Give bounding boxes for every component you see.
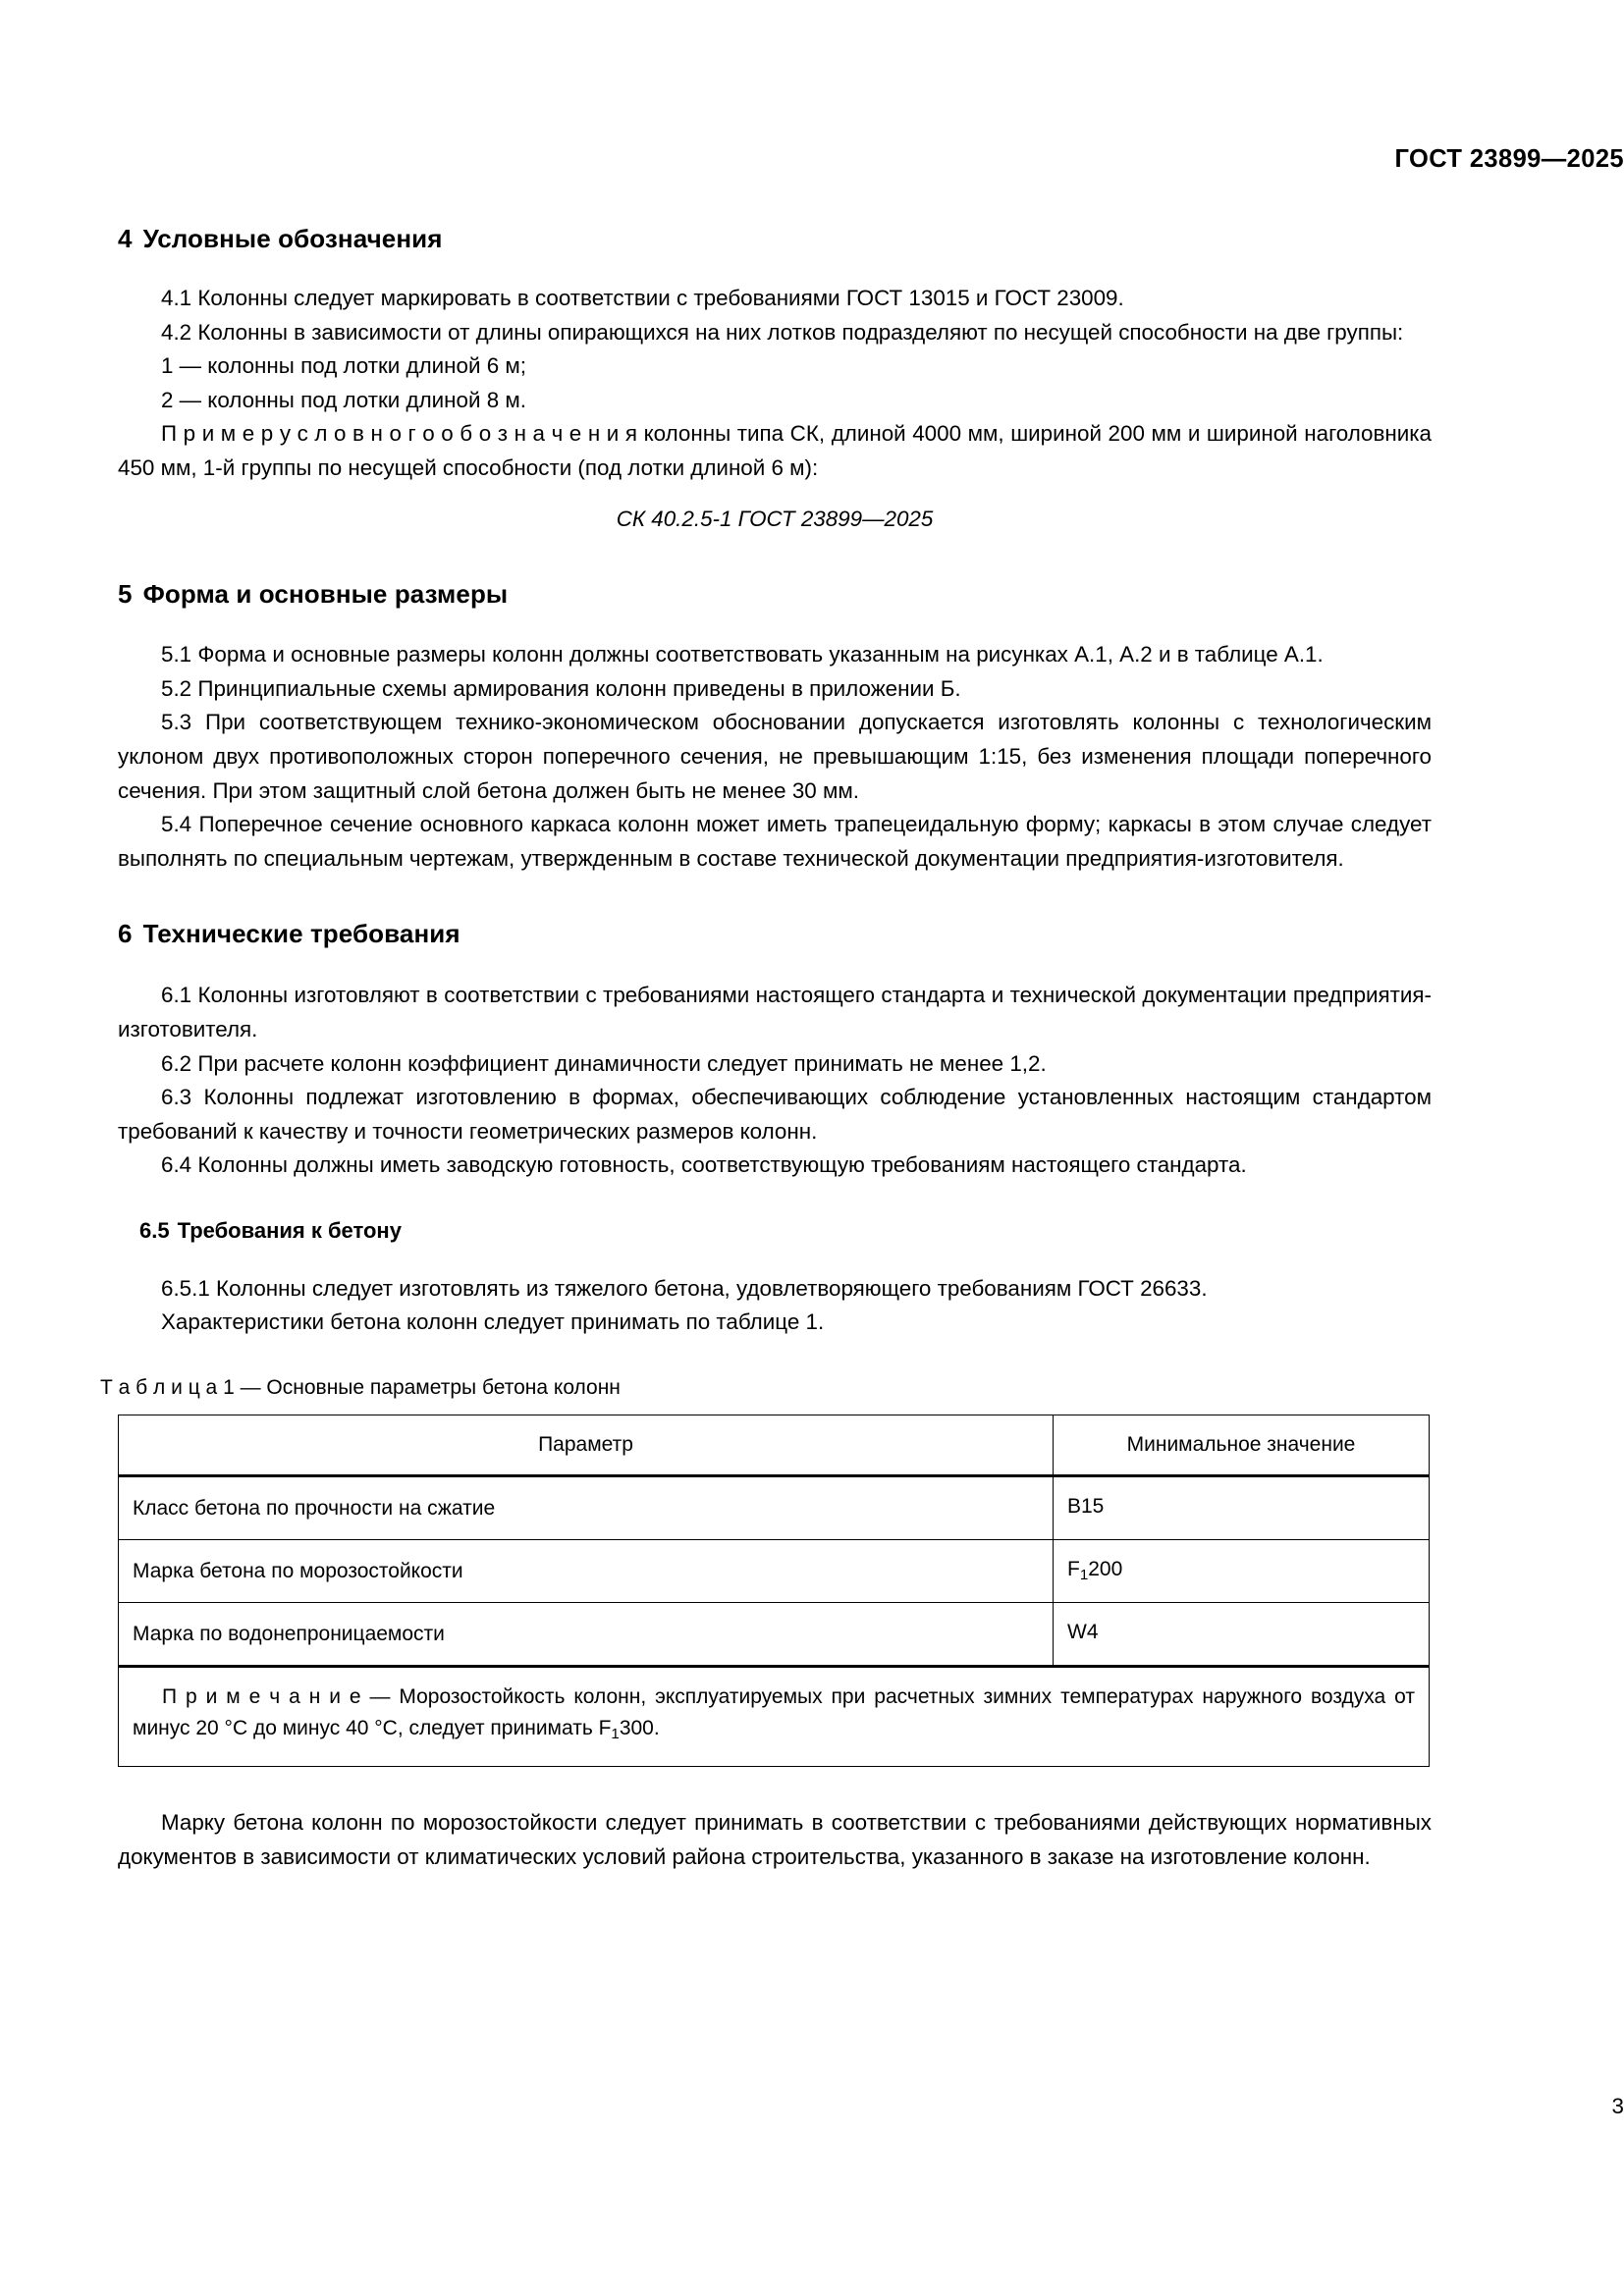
note-dash: — [360, 1685, 400, 1709]
subsection-number-6-5: 6.5 [139, 1217, 170, 1243]
section-heading-6 [118, 919, 1432, 949]
table-header-row [119, 1415, 1430, 1476]
value-main: B15 [1067, 1495, 1105, 1519]
paragraph-5-1: 5.1 Форма и основные размеры колонн должны соответствовать указанным на рисунках А.1, А.2 и в таблице А.1. [161, 642, 1324, 667]
section-title-5: Форма и основные размеры [142, 579, 509, 610]
closing-paragraph: Марку бетона колонн по морозостойкости следует принимать в соответствии с требованиями действующих нормативных документов в зависимости от климатических условий района строительства, указанного в заказе на изготовление колонн. [118, 1810, 1432, 1869]
value-tail: 200 [1088, 1558, 1123, 1581]
value-main: F [1067, 1558, 1080, 1581]
section-number-4: 4 [118, 224, 133, 253]
note-text-after: 300. [619, 1717, 660, 1740]
subsection-heading-6-5 [139, 1218, 1432, 1244]
paragraph-4-1: 4.1 Колонны следует маркировать в соответствии с требованиями ГОСТ 13015 и ГОСТ 23009. [161, 286, 1124, 310]
paragraph-6-5-1: 6.5.1 Колонны следует изготовлять из тяжелого бетона, удовлетворяющего требованиям ГОСТ 26633. [161, 1275, 1208, 1301]
paragraph-characteristics: Характеристики бетона колонн следует принимать по таблице 1. [161, 1309, 825, 1335]
paragraph-6-4: 6.4 Колонны должны иметь заводскую готовность, соответствующую требованиям настоящего стандарта. [161, 1152, 1247, 1178]
table-caption-label: Т а б л и ц а 1 [100, 1376, 235, 1400]
value-main: W4 [1067, 1621, 1099, 1644]
table-1-beton-parameters [118, 1415, 1430, 1767]
example-designation-code: СК 40.2.5-1 ГОСТ 23899—2025 [616, 506, 934, 531]
table-cell-value [1054, 1603, 1430, 1667]
section-title-4: Условные обозначения [142, 224, 443, 253]
list-item-group-2: 2 — колонны под лотки длиной 8 м. [161, 387, 527, 412]
note-subscript: 1 [611, 1726, 620, 1743]
table-caption-title: Основные параметры бетона колонн [266, 1376, 621, 1400]
paragraph-6-2: 6.2 При расчете колонн коэффициент динамичности следует принимать не менее 1,2. [161, 1050, 1047, 1076]
table-header-min-value: Минимальное значение [1054, 1415, 1430, 1476]
table-row [119, 1603, 1430, 1667]
section-title-6: Технические требования [142, 919, 460, 949]
example-designation-paragraph [118, 417, 1432, 485]
page-number: 3 [1611, 2094, 1624, 2118]
paragraph-5-3: 5.3 При соответствующем технико-экономическом обосновании допускается изготовлять колонны с технологическим уклоном двух противоположных сторон поперечного сечения, не превышающим 1:15, без изменения площади поперечного сечения. При этом защитный слой бетона должен быть не менее 30 мм. [118, 710, 1432, 803]
table-cell-value [1054, 1476, 1430, 1540]
subsection-title-6-5: Требования к бетону [177, 1217, 402, 1243]
value-subscript: 1 [1079, 1567, 1089, 1584]
example-lead-label: П р и м е р у с л о в н о г о о б о з н а ч е н и я [161, 421, 637, 447]
table-cell-param: Класс бетона по прочности на сжатие [119, 1476, 1054, 1540]
table-caption-dash: — [234, 1376, 267, 1400]
paragraph-5-4: 5.4 Поперечное сечение основного каркаса колонн может иметь трапецеидальную форму; каркасы в этом случае следует выполнять по специальным чертежам, утвержденным в составе технической документации предприятия-изготовителя. [118, 812, 1432, 871]
table-row [119, 1476, 1430, 1540]
note-text-before: Морозостойкость колонн, эксплуатируемых при расчетных зимних температурах наружного воздуха от минус 20 °C до минус 40 °C, следует принимать F [133, 1685, 1415, 1740]
example-lead-tail: колонны типа СК, длиной 4000 мм, шириной 200 мм и шириной наголовника 450 мм, 1-й группы по несущей способности (под лотки длиной 6 м): [118, 421, 1432, 480]
note-label: П р и м е ч а н и е [162, 1685, 361, 1709]
section-number-5: 5 [118, 579, 133, 610]
list-item-group-1: 1 — колонны под лотки длиной 6 м; [161, 353, 527, 379]
page-content [100, 224, 1432, 1874]
table-cell-param: Марка по водонепроницаемости [119, 1603, 1054, 1667]
table-note-cell [119, 1667, 1430, 1767]
table-note-row [119, 1667, 1430, 1767]
table-cell-value [1054, 1540, 1430, 1603]
section-number-6: 6 [118, 919, 133, 949]
table-cell-param: Марка бетона по морозостойкости [119, 1540, 1054, 1603]
paragraph-6-3: 6.3 Колонны подлежат изготовлению в формах, обеспечивающих соблюдение установленных настоящим стандартом требований к качеству и точности геометрических размеров колонн. [118, 1085, 1432, 1144]
table-row [119, 1540, 1430, 1603]
paragraph-4-2: 4.2 Колонны в зависимости от длины опирающихся на них лотков подразделяют по несущей способности на две группы: [161, 319, 1404, 345]
table-header-parameter: Параметр [119, 1415, 1054, 1476]
section-heading-4 [118, 224, 1432, 254]
table-1-caption [100, 1373, 1432, 1403]
section-heading-5 [118, 579, 1432, 610]
paragraph-5-2: 5.2 Принципиальные схемы армирования колонн приведены в приложении Б. [161, 675, 961, 701]
paragraph-6-1: 6.1 Колонны изготовляют в соответствии с требованиями настоящего стандарта и технической документации предприятия-изготовителя. [118, 983, 1432, 1041]
running-header: ГОСТ 23899—2025 [1394, 145, 1624, 173]
